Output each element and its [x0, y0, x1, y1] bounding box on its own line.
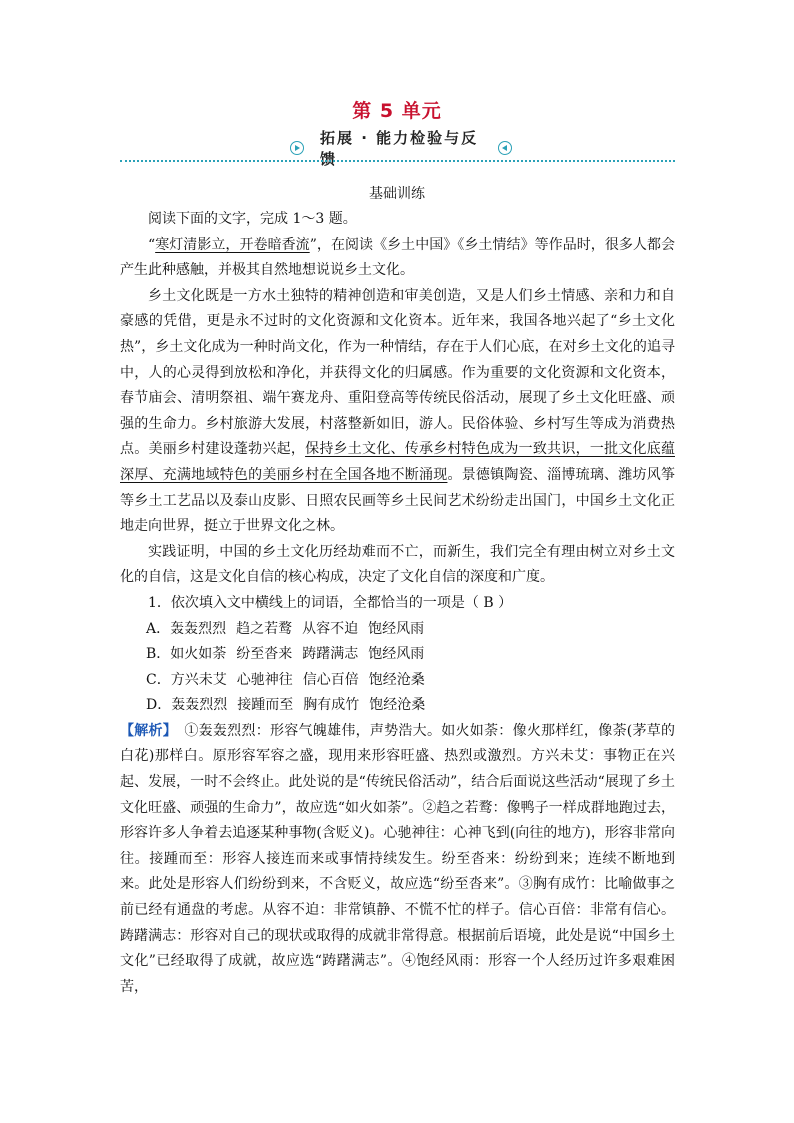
option-word: 纷至沓来 — [236, 646, 293, 663]
dotted-divider — [120, 160, 675, 162]
option-word: 轰轰烈烈 — [171, 697, 228, 714]
passage-paragraph-3: 实践证明，中国的乡土文化历经劫难而不亡，而新生，我们完全有理由树立对乡土文化的自信，这是文化自信的核心构成，决定了文化自信的深度和广度。 — [120, 543, 675, 586]
analysis-tag: 【解析】 — [120, 722, 171, 739]
option-word: 心驰神往 — [236, 671, 293, 688]
arrow-left-circle-icon — [498, 141, 512, 155]
option-word: 饱经风雨 — [368, 620, 425, 637]
unit-title: 第 5 单元 — [352, 100, 442, 122]
instruction-text: 阅读下面的文字，完成 1～3 题。 — [148, 211, 357, 227]
option-word: 从容不迫 — [302, 620, 359, 637]
section-heading: 基础训练 — [369, 186, 425, 202]
option-word: 如火如荼 — [170, 646, 227, 663]
option-word: 轰轰烈烈 — [170, 620, 227, 637]
option-word: 饱经沧桑 — [368, 671, 425, 688]
passage-paragraph-1 — [120, 233, 675, 284]
option-letter: A． — [146, 620, 171, 637]
option-word: 踌躇满志 — [302, 646, 359, 663]
option-b — [120, 642, 675, 668]
analysis-text: ①轰轰烈烈：形容气魄雄伟，声势浩大。如火如荼：像火那样红，像荼(茅草的白花)那样白。原形容军容之盛，现用来形容旺盛、热烈或激烈。方兴未艾：事物正在兴起、发展，一时不会终止。此处说的是“传统民俗活动”，结合后面说这些活动“展现了乡土文化旺盛、顽强的生命力”，故应选“如火如荼”。②趋之若鹜：像鸭子一样成群地跑过去，形容许多人争着去追逐某种事物(含贬义)。心驰神往：心神飞到(向往的地方)，形容非常向往。接踵而至：形容人接连而来或事情持续发生。纷至沓来：纷纷到来；连续不断地到来。此处是形容人们纷纷到来，不含贬义，故应选“纷至沓来”。③胸有成竹：比喻做事之前已经有通盘的考虑。从容不迫：非常镇静、不慌不忙的样子。信心百倍：非常有信心。踌躇满志：形容对自己的现状或取得的成就非常得意。根据前后语境，此处是说“中国乡土文化”已经取得了成就，故应选“踌躇满志”。④饱经风雨：形容一个人经历过许多艰难困苦， — [120, 722, 676, 995]
option-c — [120, 668, 675, 694]
passage-paragraph-2 — [120, 284, 675, 540]
option-word: 饱经沧桑 — [369, 697, 426, 714]
underlined-quote: 寒灯清影立，开卷暗香流 — [155, 236, 310, 253]
option-letter: C． — [146, 671, 171, 688]
option-a — [120, 617, 675, 643]
option-word: 趋之若鹜 — [236, 620, 293, 637]
document-body — [120, 207, 675, 1000]
analysis-paragraph — [120, 719, 675, 1001]
option-letter: B． — [146, 646, 171, 663]
arrow-right-circle-icon — [290, 141, 304, 155]
banner-title: 拓展 · 能力检验与反馈 — [320, 129, 479, 168]
paragraph-text: ”，在阅读《乡土中国》《乡土情结》等作品时，很多人都会产生此种感触，并极其自然地想说说乡土文化。 — [120, 236, 676, 279]
option-word: 饱经风雨 — [368, 646, 425, 663]
paragraph-text: 乡土文化既是一方水土独特的精神创造和审美创造，又是人们乡土情感、亲和力和自豪感的凭借，更是永不过时的文化资源和文化资本。近年来，我国各地兴起了“乡土文化热”，乡土文化成为一种时尚文化，作为一种情结，存在于人们心底，在对乡土文化的追寻中，人的心灵得到放松和净化，并获得文化的归属感。作为重要的文化资源和文化资本，春节庙会、清明祭祖、端午赛龙舟、重阳登高等传统民俗活动，展现了乡土文化旺盛、顽强的生命力。乡村旅游大发展，村落整新如旧，游人。民俗体验、乡村写生等成为消费热点。美丽乡村建设蓬勃兴起， — [120, 287, 675, 458]
option-word: 方兴未艾 — [170, 671, 227, 688]
option-d — [120, 693, 675, 719]
option-word: 信心百倍 — [302, 671, 359, 688]
open-quote: “ — [148, 236, 156, 253]
section-banner — [290, 129, 512, 168]
option-word: 接踵而至 — [237, 697, 294, 714]
option-letter: D． — [146, 697, 172, 714]
option-word: 胸有成竹 — [303, 697, 360, 714]
paragraph-text: 。景德镇陶瓷、淄博琉璃、潍坊风筝等乡土工艺品以及泰山皮影、日照农民画等乡土民间艺术纷纷走出国门，中国乡土文化正地走向世界，挺立于世界文化之林。 — [120, 466, 676, 535]
question-stem: 1．依次填入文中横线上的词语，全都恰当的一项是（ B ） — [148, 594, 513, 611]
underlined-sentence: 保持乡土文化、传承乡村特色成为一致共识，一批文化底蕴深厚、充满地域特色的美丽乡村在全国各地不断涌现 — [120, 441, 675, 483]
